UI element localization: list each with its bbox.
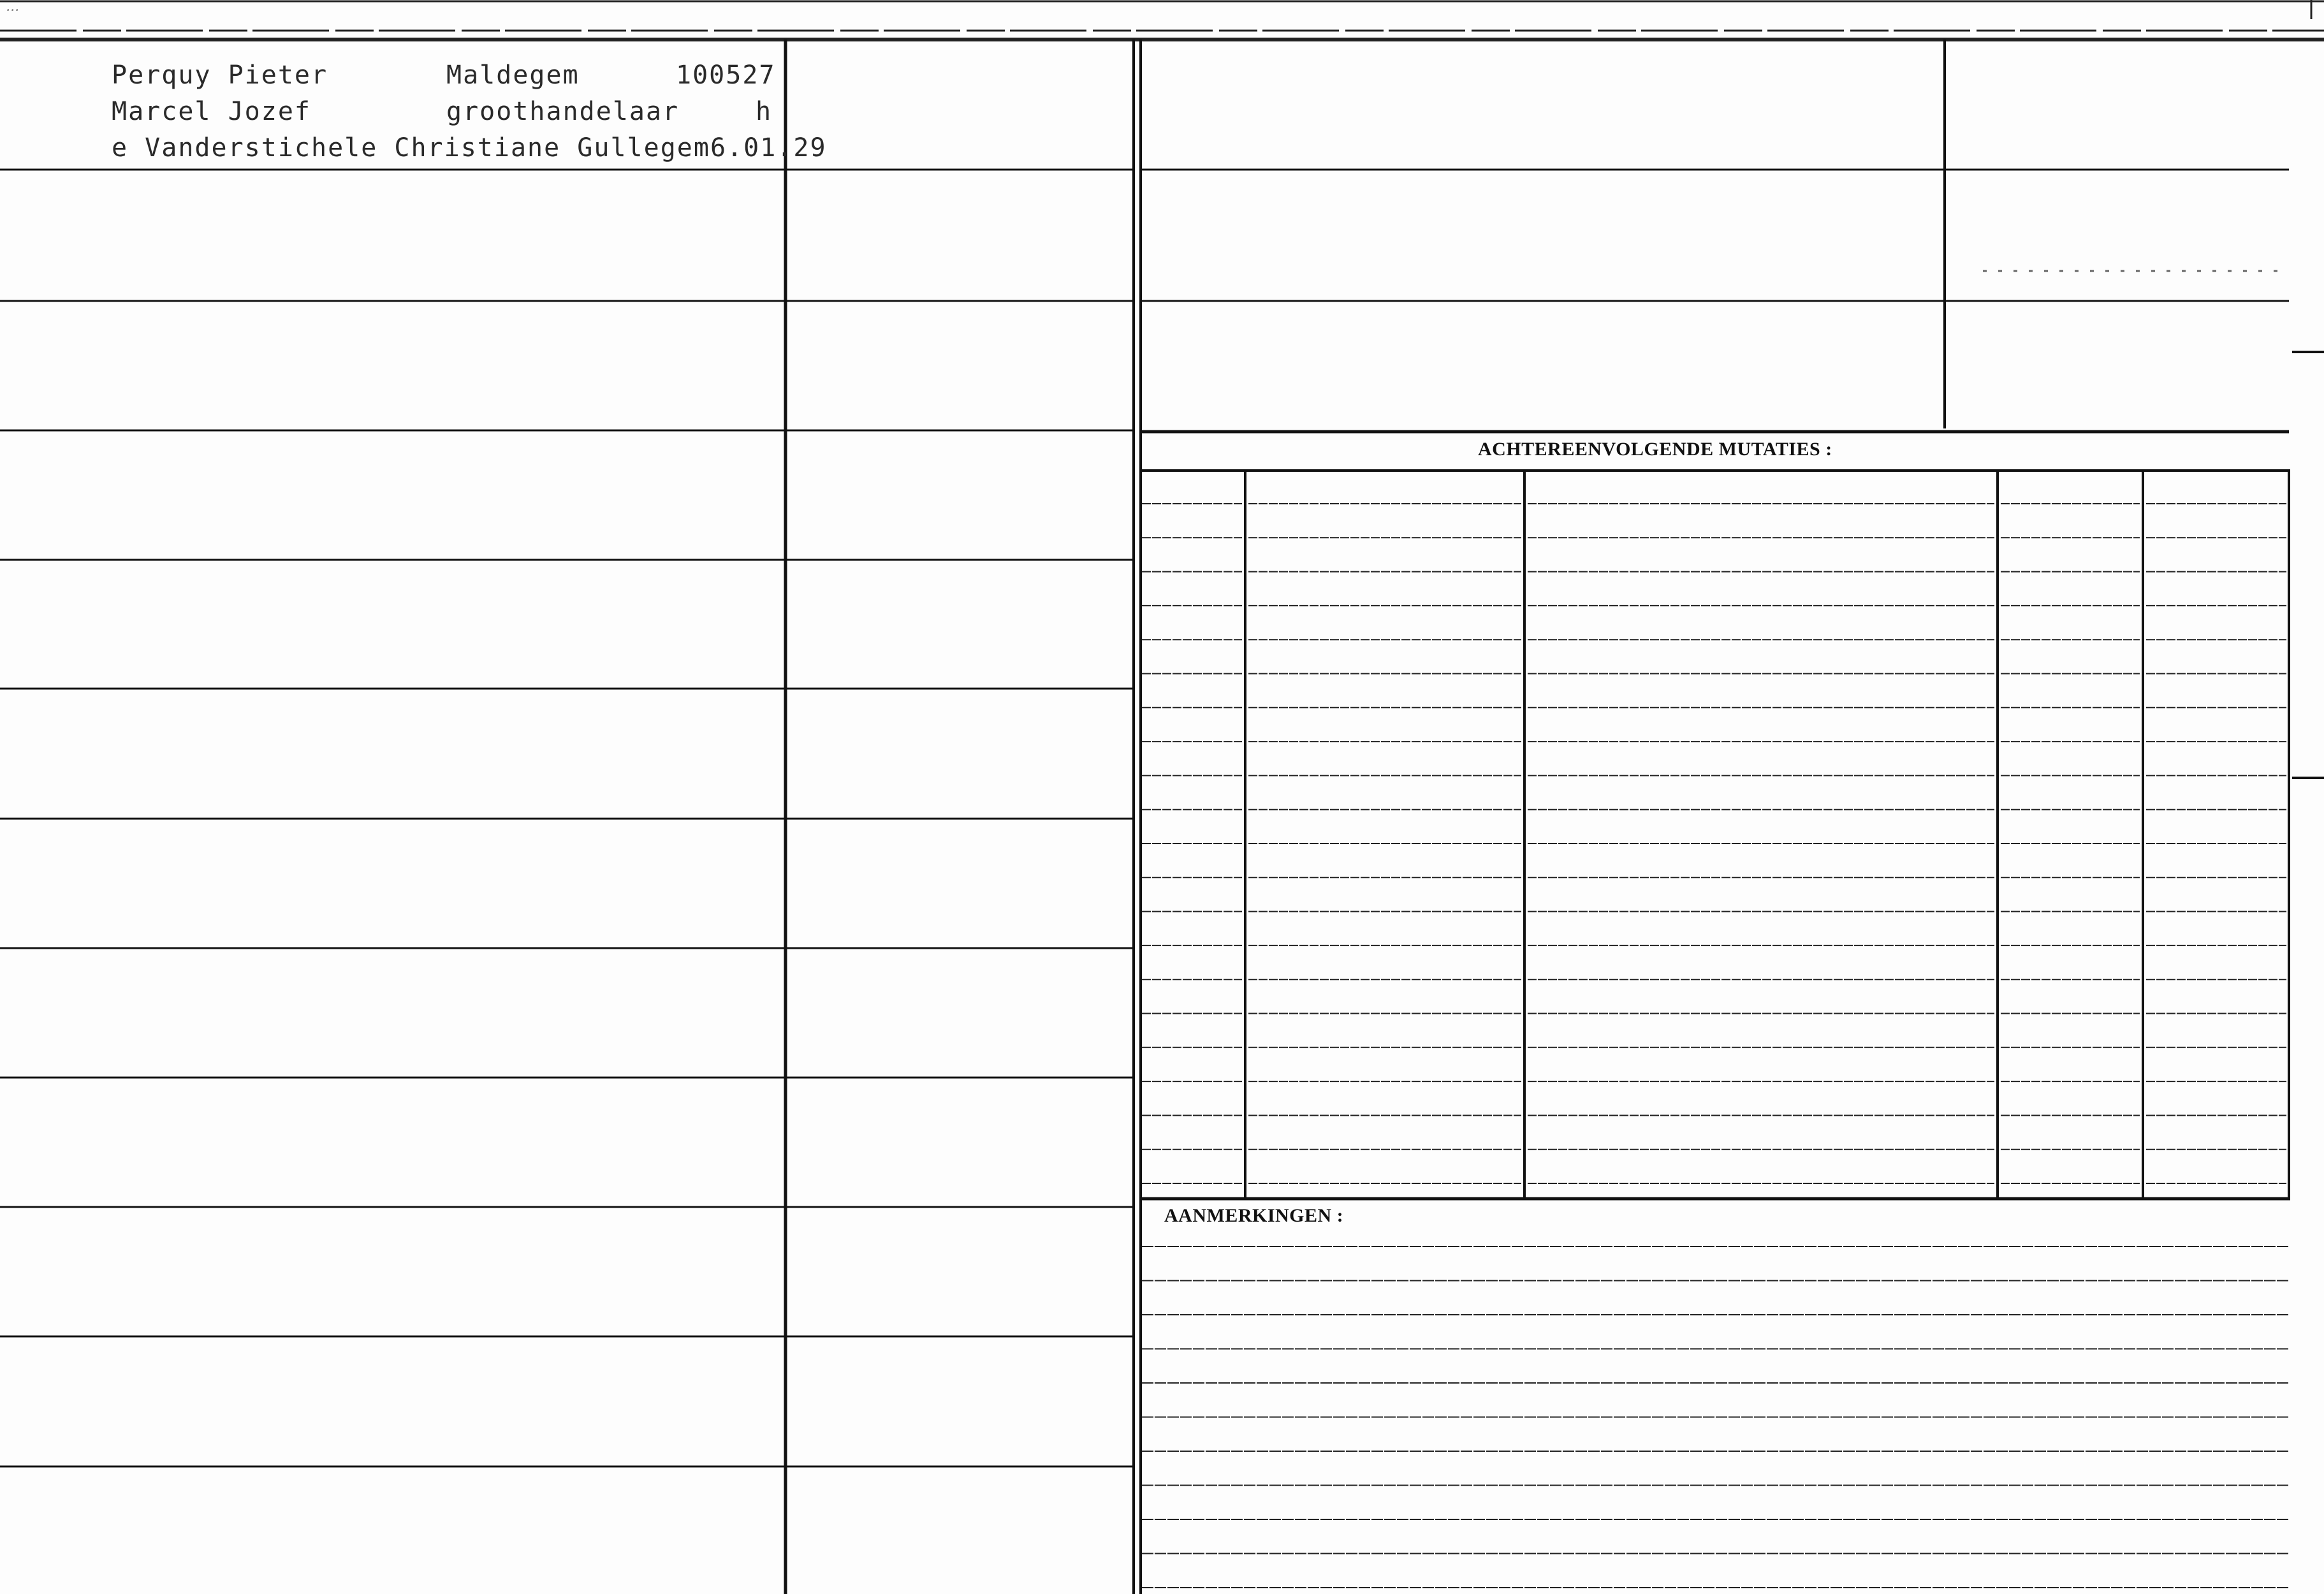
left-row-rules xyxy=(0,170,1134,1466)
remarks-row-rules xyxy=(1142,1247,2289,1588)
entry-mark: h xyxy=(756,97,773,126)
top-strip xyxy=(0,0,2324,40)
entry-given-names: Marcel Jozef xyxy=(112,97,311,126)
remarks-heading: AANMERKINGEN : xyxy=(1164,1205,1344,1226)
entry-person-name: Perquy Pieter xyxy=(112,61,328,90)
edge-ticks xyxy=(2292,352,2324,778)
entry-number: 100527 xyxy=(676,61,776,90)
mutations-frame xyxy=(1141,432,2290,1199)
entry-place: Maldegem xyxy=(446,61,580,90)
upper-right-row-rules xyxy=(1141,170,2289,301)
mutations-columns xyxy=(1245,471,2143,1199)
mutations-row-rules xyxy=(1142,504,2286,1183)
top-strip-handwriting: ... xyxy=(6,0,20,15)
entry-spouse-line: e Vanderstichele Christiane Gullegem6.01.29 xyxy=(112,133,827,163)
entry-occupation: groothandelaar xyxy=(446,97,680,126)
mutations-heading: ACHTEREENVOLGENDE MUTATIES : xyxy=(1478,439,1832,460)
